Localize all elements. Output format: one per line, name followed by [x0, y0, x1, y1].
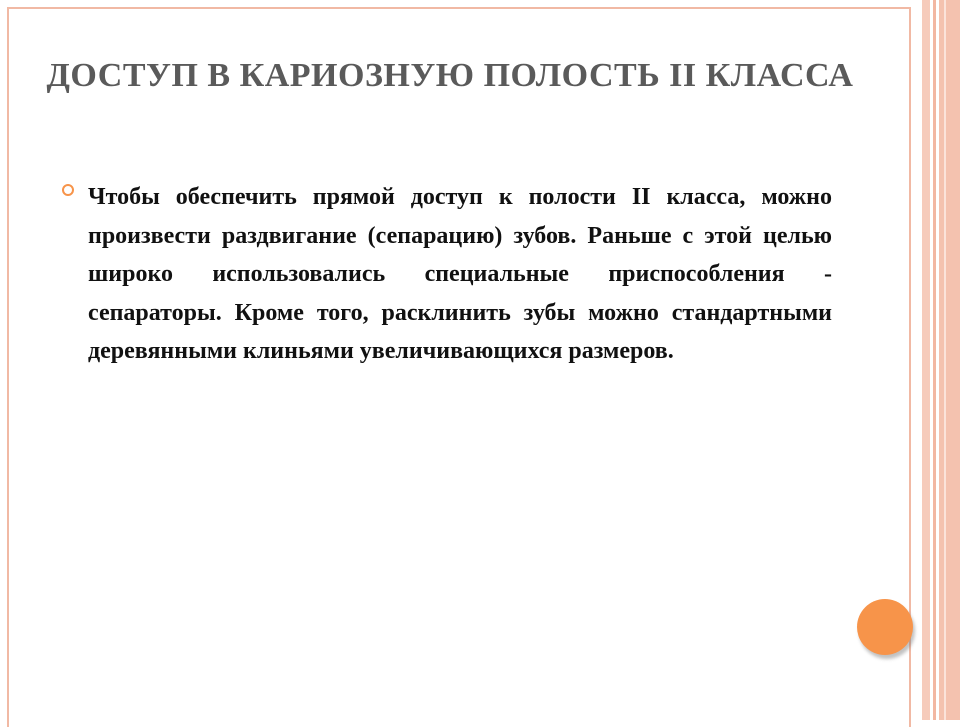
- decorative-stripe: [939, 0, 960, 720]
- bullet-text: Чтобы обеспечить прямой доступ к полости II класса, можно произвести раздвигание (сепарацию) зубов. Раньше с этой целью широко использовались специальные приспособления - сепараторы. Кроме того, расклинить зубы можно стандартными деревянными клиньями увеличивающихся размеров.: [88, 184, 832, 364]
- bullet-circle-icon: [62, 184, 74, 196]
- decorative-stripe: [944, 0, 946, 720]
- decorative-stripe: [922, 0, 930, 720]
- slide-title: ДОСТУП В КАРИОЗНУЮ ПОЛОСТЬ II КЛАССА: [46, 57, 854, 94]
- bullet-list: [62, 178, 832, 371]
- orange-circle-decoration: [857, 599, 913, 655]
- decorative-stripe: [933, 0, 936, 720]
